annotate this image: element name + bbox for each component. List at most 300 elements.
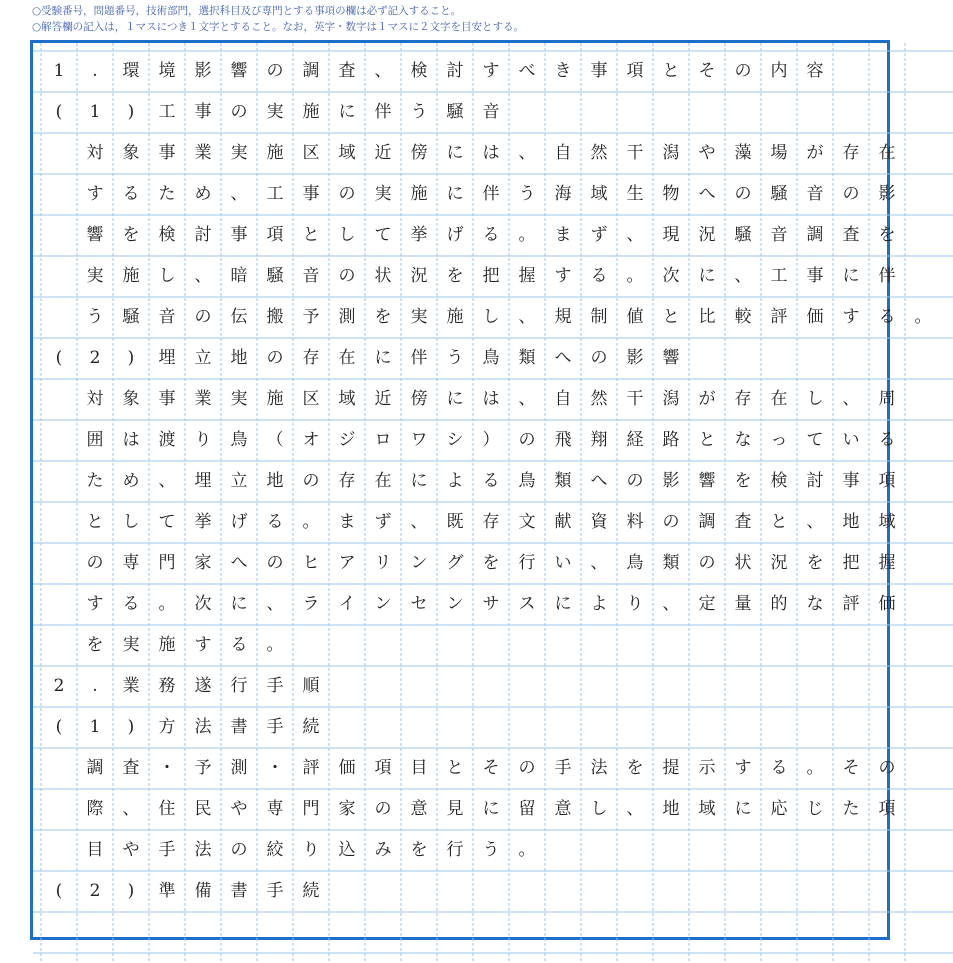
answer-char: 、 (842, 389, 860, 409)
answer-char: し (482, 307, 500, 327)
answer-char: 在 (338, 348, 356, 368)
answer-char: 地 (266, 471, 284, 491)
answer-char: 挙 (410, 225, 428, 245)
answer-char: 潟 (662, 143, 680, 163)
answer-char: 。 (626, 266, 644, 286)
answer-char: に (374, 348, 392, 368)
answer-char (41, 297, 77, 338)
answer-char (41, 830, 77, 871)
answer-char: 門 (158, 553, 176, 573)
answer-char: す (734, 758, 752, 778)
answer-char: 潟 (662, 389, 680, 409)
answer-char: 影 (194, 61, 212, 81)
answer-char: 手 (266, 717, 284, 737)
answer-char: に (446, 184, 464, 204)
answer-char: 、 (662, 594, 680, 614)
answer-char: 工 (158, 102, 176, 122)
answer-char: に (410, 471, 428, 491)
answer-char: 施 (266, 143, 284, 163)
answer-char: を (482, 553, 500, 573)
answer-char: 、 (230, 184, 248, 204)
answer-line (33, 707, 953, 748)
answer-char: へ (230, 553, 248, 573)
answer-char: 在 (770, 389, 788, 409)
answer-char: 実 (266, 102, 284, 122)
answer-char: し (590, 799, 608, 819)
answer-char: 、 (626, 799, 644, 819)
answer-char: の (338, 266, 356, 286)
answer-char: 書 (230, 881, 248, 901)
answer-char: の (734, 184, 752, 204)
answer-line (33, 297, 953, 338)
answer-char: 立 (230, 471, 248, 491)
answer-char: 的 (770, 594, 788, 614)
answer-char: 渡 (158, 430, 176, 450)
answer-char: 経 (626, 430, 644, 450)
answer-char: 比 (698, 307, 716, 327)
answer-char: 実 (230, 389, 248, 409)
answer-char: そ (698, 61, 716, 81)
answer-char: 事 (158, 143, 176, 163)
answer-char: 。 (806, 758, 824, 778)
answer-char: 鳥 (518, 471, 536, 491)
answer-char: . (92, 676, 98, 696)
answer-char: 、 (734, 266, 752, 286)
answer-char: 価 (878, 594, 896, 614)
answer-char: め (122, 471, 140, 491)
answer-char: よ (446, 471, 464, 491)
answer-char: と (698, 430, 716, 450)
answer-char: 存 (842, 143, 860, 163)
answer-char: 調 (806, 225, 824, 245)
answer-char: ヒ (302, 553, 320, 573)
answer-char: 響 (230, 61, 248, 81)
answer-char: 民 (194, 799, 212, 819)
answer-char: い (554, 553, 572, 573)
answer-char: の (266, 348, 284, 368)
answer-char: 専 (266, 799, 284, 819)
answer-char: そ (482, 758, 500, 778)
answer-char: 査 (122, 758, 140, 778)
answer-line (33, 461, 953, 502)
answer-char: る (266, 512, 284, 532)
answer-char: 実 (122, 635, 140, 655)
answer-line (33, 830, 953, 871)
answer-char: 、 (626, 225, 644, 245)
answer-char: 、 (374, 61, 392, 81)
answer-char: 鳥 (230, 430, 248, 450)
answer-char: は (122, 430, 140, 450)
answer-char: 献 (554, 512, 572, 532)
answer-char: や (698, 143, 716, 163)
answer-char: ま (338, 512, 356, 532)
answer-char: 調 (86, 758, 104, 778)
answer-char: な (806, 594, 824, 614)
answer-char: ・ (158, 758, 176, 778)
answer-char: 在 (374, 471, 392, 491)
answer-char: み (374, 840, 392, 860)
answer-char: に (842, 266, 860, 286)
answer-char: 家 (194, 553, 212, 573)
answer-line (33, 871, 953, 912)
answer-char: 、 (590, 553, 608, 573)
answer-char: 音 (482, 102, 500, 122)
answer-line (33, 625, 953, 666)
answer-char: 地 (230, 348, 248, 368)
answer-char: オ (302, 430, 320, 450)
answer-char: 類 (554, 471, 572, 491)
answer-char: 響 (86, 225, 104, 245)
answer-char: 備 (194, 881, 212, 901)
answer-char: 料 (626, 512, 644, 532)
answer-char: う (446, 348, 464, 368)
answer-char: る (878, 307, 896, 327)
answer-char (41, 748, 77, 789)
answer-char: 、 (410, 512, 428, 532)
answer-char: リ (374, 553, 392, 573)
answer-char: 留 (518, 799, 536, 819)
answer-char: 事 (842, 471, 860, 491)
answer-char: 業 (194, 143, 212, 163)
answer-char: 域 (878, 512, 896, 532)
answer-char: 把 (842, 553, 860, 573)
answer-char: 傍 (410, 389, 428, 409)
answer-char: を (122, 225, 140, 245)
answer-char: の (518, 430, 536, 450)
answer-char: を (806, 553, 824, 573)
answer-char: 伴 (374, 102, 392, 122)
answer-char: 次 (194, 594, 212, 614)
answer-char: よ (590, 594, 608, 614)
answer-char: ( (55, 102, 63, 122)
answer-char: げ (230, 512, 248, 532)
answer-line (33, 584, 953, 625)
answer-char: す (194, 635, 212, 655)
answer-char: ず (590, 225, 608, 245)
answer-char: の (302, 471, 320, 491)
answer-char: う (86, 307, 104, 327)
answer-char (41, 502, 77, 543)
answer-char: 討 (446, 61, 464, 81)
answer-char: 際 (86, 799, 104, 819)
answer-char: 、 (194, 266, 212, 286)
answer-char: 方 (158, 717, 176, 737)
answer-char: 検 (770, 471, 788, 491)
answer-char: 業 (122, 676, 140, 696)
answer-char: 類 (662, 553, 680, 573)
answer-char: 手 (266, 881, 284, 901)
answer-char: 物 (662, 184, 680, 204)
answer-char: 工 (770, 266, 788, 286)
answer-char: 騒 (734, 225, 752, 245)
answer-char: 資 (590, 512, 608, 532)
answer-char: 目 (86, 840, 104, 860)
answer-line (33, 338, 953, 379)
answer-char: に (482, 799, 500, 819)
answer-char: 評 (302, 758, 320, 778)
answer-char: ） (482, 430, 500, 450)
answer-char: 施 (302, 102, 320, 122)
answer-char: 騒 (266, 266, 284, 286)
answer-char: の (626, 471, 644, 491)
answer-char: 域 (590, 184, 608, 204)
answer-char: 地 (662, 799, 680, 819)
answer-char: へ (698, 184, 716, 204)
answer-char: 環 (122, 61, 140, 81)
answer-char: 影 (662, 471, 680, 491)
answer-char: 挙 (194, 512, 212, 532)
answer-char: 意 (554, 799, 572, 819)
answer-char: た (158, 184, 176, 204)
answer-char: 事 (230, 225, 248, 245)
answer-char: 門 (302, 799, 320, 819)
answer-line (33, 133, 953, 174)
answer-char: の (518, 758, 536, 778)
answer-char: 。 (158, 594, 176, 614)
answer-char: イ (338, 594, 356, 614)
answer-char: り (626, 594, 644, 614)
answer-char: の (842, 184, 860, 204)
answer-char: 囲 (86, 430, 104, 450)
answer-char: 業 (194, 389, 212, 409)
answer-char: す (554, 266, 572, 286)
answer-char: 続 (302, 881, 320, 901)
answer-char: 象 (122, 143, 140, 163)
answer-char: や (230, 799, 248, 819)
answer-char: 遂 (194, 676, 212, 696)
answer-char: そ (842, 758, 860, 778)
answer-char: て (374, 225, 392, 245)
answer-char: 行 (446, 840, 464, 860)
answer-char: 項 (878, 799, 896, 819)
answer-char: を (626, 758, 644, 778)
answer-char: り (302, 840, 320, 860)
answer-char: 施 (158, 635, 176, 655)
answer-char: 埋 (158, 348, 176, 368)
answer-char: う (482, 840, 500, 860)
answer-char: 伴 (878, 266, 896, 286)
answer-char: の (194, 307, 212, 327)
answer-char: 価 (338, 758, 356, 778)
answer-line (33, 174, 953, 215)
instruction-line-1: ○受験番号，問題番号，技術部門，選択科目及び専門とする事項の欄は必ず記入すること。 (32, 5, 462, 17)
answer-char: 法 (194, 717, 212, 737)
answer-char: の (266, 61, 284, 81)
answer-char: 施 (410, 184, 428, 204)
answer-char: 自 (554, 389, 572, 409)
answer-char: 予 (194, 758, 212, 778)
answer-char: 法 (590, 758, 608, 778)
answer-char: 調 (302, 61, 320, 81)
answer-line (33, 502, 953, 543)
answer-char: げ (446, 225, 464, 245)
answer-char: 響 (662, 348, 680, 368)
answer-char: と (662, 61, 680, 81)
answer-char: 査 (338, 61, 356, 81)
answer-char: 音 (806, 184, 824, 204)
answer-char (41, 174, 77, 215)
answer-char: サ (482, 594, 500, 614)
answer-char: 手 (266, 676, 284, 696)
answer-char: 、 (266, 594, 284, 614)
answer-char: 存 (482, 512, 500, 532)
answer-char: ) (127, 348, 135, 368)
answer-char: し (158, 266, 176, 286)
answer-char: 討 (194, 225, 212, 245)
answer-char (41, 625, 77, 666)
answer-line (33, 215, 953, 256)
answer-char: た (86, 471, 104, 491)
answer-char: る (482, 471, 500, 491)
answer-char: べ (518, 61, 536, 81)
answer-char: 況 (698, 225, 716, 245)
answer-char: 実 (86, 266, 104, 286)
answer-char: ロ (374, 430, 392, 450)
answer-char: グ (446, 553, 464, 573)
answer-char: 然 (590, 143, 608, 163)
answer-sheet (30, 40, 932, 940)
answer-char: 順 (302, 676, 320, 696)
answer-char: と (302, 225, 320, 245)
answer-char: 搬 (266, 307, 284, 327)
answer-char: 提 (662, 758, 680, 778)
answer-char: の (338, 184, 356, 204)
answer-char: う (410, 102, 428, 122)
answer-char: 響 (698, 471, 716, 491)
answer-char: 境 (158, 61, 176, 81)
answer-char: 事 (590, 61, 608, 81)
answer-char: の (230, 840, 248, 860)
answer-char: 翔 (590, 430, 608, 450)
answer-char: 測 (338, 307, 356, 327)
answer-char: 埋 (194, 471, 212, 491)
answer-char: 住 (158, 799, 176, 819)
answer-char: 路 (662, 430, 680, 450)
answer-char: 藻 (734, 143, 752, 163)
answer-char: 。 (518, 225, 536, 245)
answer-char: 1 (89, 717, 101, 737)
answer-char: に (230, 594, 248, 614)
answer-char: 状 (374, 266, 392, 286)
answer-char: 況 (410, 266, 428, 286)
answer-char: 場 (770, 143, 788, 163)
answer-char: 区 (302, 389, 320, 409)
answer-char: へ (590, 471, 608, 491)
answer-char: 値 (626, 307, 644, 327)
answer-char: ず (374, 512, 392, 532)
answer-line (33, 420, 953, 461)
answer-char: 。 (302, 512, 320, 532)
answer-char: 況 (770, 553, 788, 573)
answer-char: ) (127, 102, 135, 122)
answer-char: 現 (662, 225, 680, 245)
answer-char: 、 (158, 471, 176, 491)
answer-char: る (590, 266, 608, 286)
answer-char: 鳥 (482, 348, 500, 368)
answer-char: 干 (626, 143, 644, 163)
answer-char: 、 (518, 389, 536, 409)
answer-char: 査 (734, 512, 752, 532)
answer-char: 書 (230, 717, 248, 737)
answer-char: 在 (878, 143, 896, 163)
answer-char: 意 (410, 799, 428, 819)
answer-char: 握 (518, 266, 536, 286)
answer-char (41, 256, 77, 297)
instruction-line-2: ○解答欄の記入は，１マスにつき１文字とすること。なお，英字・数字は１マスに２文字を目安とする。 (32, 21, 524, 33)
answer-char: 傍 (410, 143, 428, 163)
answer-char: . (92, 61, 98, 81)
answer-char (41, 420, 77, 461)
answer-char: 握 (878, 553, 896, 573)
answer-char: ) (127, 881, 135, 901)
answer-char: 討 (806, 471, 824, 491)
answer-char: ワ (410, 430, 428, 450)
answer-char: 評 (770, 307, 788, 327)
answer-char: 価 (806, 307, 824, 327)
answer-char: 調 (698, 512, 716, 532)
answer-line (33, 51, 953, 92)
answer-char: 音 (770, 225, 788, 245)
answer-char: 文 (518, 512, 536, 532)
answer-char: に (446, 143, 464, 163)
answer-char: 次 (662, 266, 680, 286)
answer-char: 行 (230, 676, 248, 696)
answer-char: セ (410, 594, 428, 614)
answer-char: 準 (158, 881, 176, 901)
answer-char: 検 (410, 61, 428, 81)
answer-char: 2 (89, 348, 101, 368)
answer-line (33, 666, 953, 707)
answer-char: ジ (338, 430, 356, 450)
answer-char: 実 (230, 143, 248, 163)
answer-char: 見 (446, 799, 464, 819)
answer-char: に (698, 266, 716, 286)
answer-char: 量 (734, 594, 752, 614)
answer-char: の (374, 799, 392, 819)
answer-char: 。 (518, 840, 536, 860)
answer-char: め (194, 184, 212, 204)
answer-char: 海 (554, 184, 572, 204)
answer-char: 立 (194, 348, 212, 368)
answer-char: 域 (338, 389, 356, 409)
answer-char: 状 (734, 553, 752, 573)
answer-char: 予 (302, 307, 320, 327)
answer-char: シ (446, 430, 464, 450)
answer-char: る (770, 758, 788, 778)
answer-char: す (482, 61, 500, 81)
answer-char: 音 (302, 266, 320, 286)
answer-line (33, 256, 953, 297)
answer-char: を (86, 635, 104, 655)
answer-char: と (662, 307, 680, 327)
answer-char: 存 (338, 471, 356, 491)
answer-char: 区 (302, 143, 320, 163)
answer-char: ・ (266, 758, 284, 778)
answer-char: 1 (89, 102, 101, 122)
answer-char: ン (446, 594, 464, 614)
answer-char: 家 (338, 799, 356, 819)
answer-char: 項 (374, 758, 392, 778)
answer-line (33, 92, 953, 133)
answer-char: 影 (878, 184, 896, 204)
answer-char: の (230, 102, 248, 122)
answer-char: り (194, 430, 212, 450)
answer-char: す (842, 307, 860, 327)
answer-char: に (446, 389, 464, 409)
answer-char: や (122, 840, 140, 860)
answer-char: を (374, 307, 392, 327)
answer-char: の (266, 553, 284, 573)
